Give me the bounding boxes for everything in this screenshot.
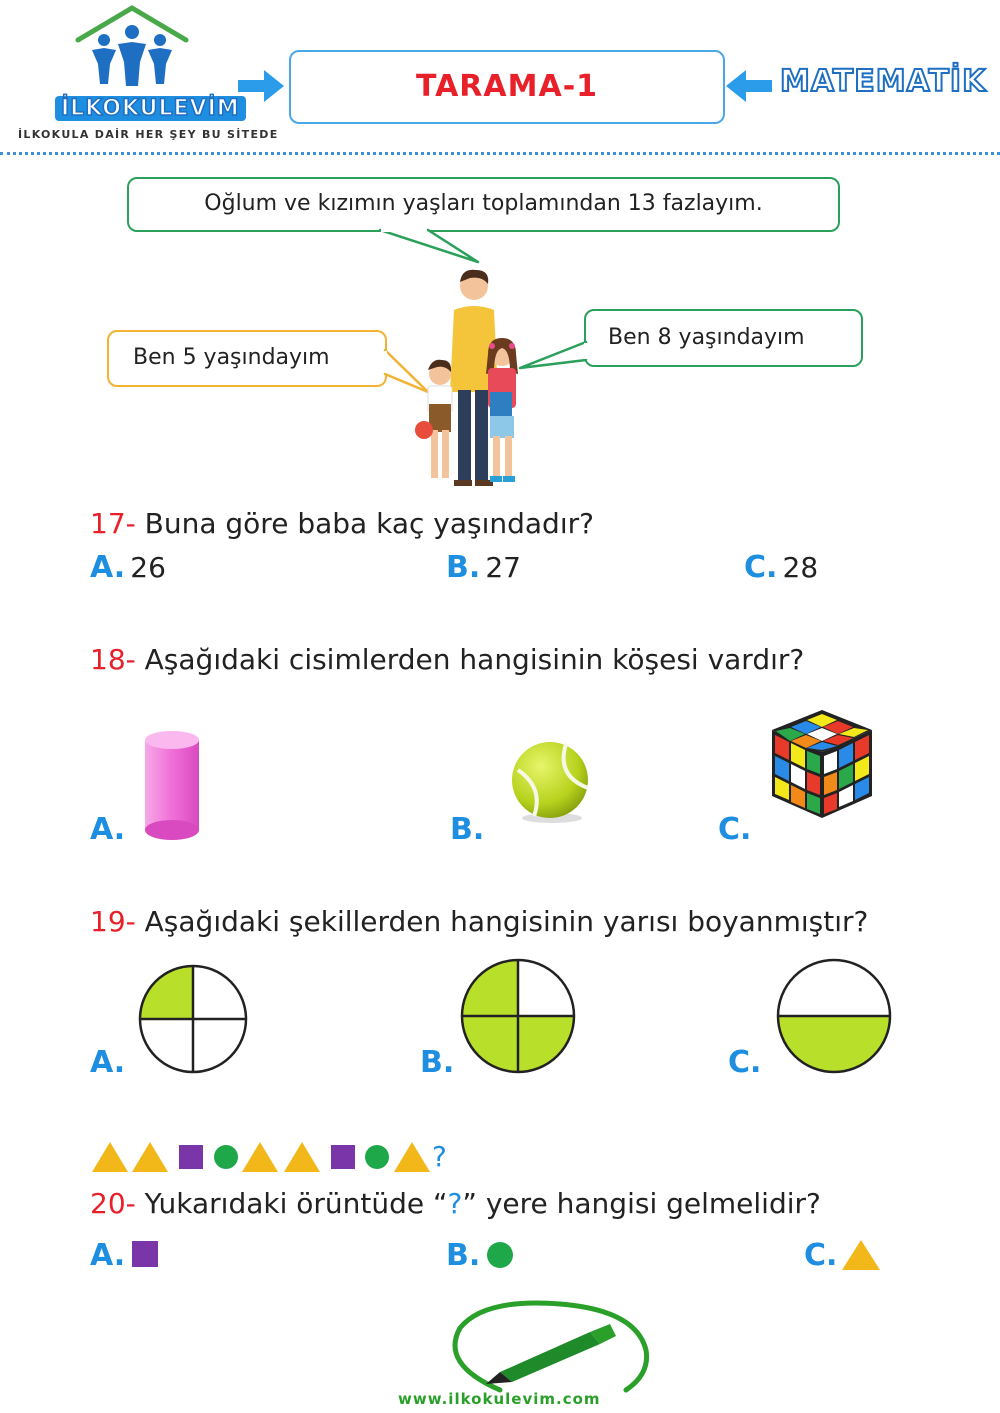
option-letter: A. <box>90 550 126 585</box>
son-speech-bubble: Ben 5 yaşındayım <box>107 330 387 387</box>
option-19-c-letter[interactable]: C. <box>728 1045 762 1080</box>
question-text: Buna göre baba kaç yaşındadır? <box>144 507 594 540</box>
option-letter: B. <box>446 550 481 585</box>
pattern-triangle <box>92 1142 128 1172</box>
option-letter: C. <box>744 550 778 585</box>
question-number: 18- <box>90 643 136 676</box>
family-illustration <box>410 262 530 490</box>
option-19-a-letter[interactable]: A. <box>90 1045 126 1080</box>
option-20-b-letter[interactable]: B. <box>446 1238 481 1273</box>
triangle-option-image[interactable] <box>842 1238 882 1272</box>
pattern-triangle <box>242 1142 278 1172</box>
pattern-question-mark: ? <box>432 1140 447 1173</box>
option-value: 26 <box>130 551 166 584</box>
question-number: 19- <box>90 905 136 938</box>
option-17-c[interactable] <box>744 550 818 585</box>
pattern-triangle <box>284 1142 320 1172</box>
question-text: Aşağıdaki şekillerden hangisinin yarısı boyanmıştır? <box>144 905 869 938</box>
pattern-triangle <box>132 1142 168 1172</box>
option-18-c-letter[interactable]: C. <box>718 812 752 847</box>
pattern-square <box>331 1145 355 1169</box>
daughter-speech-bubble: Ben 8 yaşındayım <box>584 309 863 367</box>
logo-name: İLKOKULEVİM <box>55 96 246 121</box>
page-title: TARAMA-1 <box>415 69 599 104</box>
subject-label: MATEMATİK <box>780 64 987 99</box>
question-20 <box>90 1187 821 1220</box>
option-19-b-letter[interactable]: B. <box>420 1045 455 1080</box>
pattern-square <box>179 1145 203 1169</box>
rubik-cube-image[interactable] <box>770 708 874 820</box>
pattern-circle <box>214 1145 238 1169</box>
circle-quarter-shaded-image[interactable] <box>138 964 248 1074</box>
option-value: 27 <box>485 551 521 584</box>
option-18-b-letter[interactable]: B. <box>450 812 485 847</box>
question-mark-highlight: ? <box>447 1187 463 1220</box>
father-speech-bubble: Oğlum ve kızımın yaşları toplamından 13 fazlayım. <box>127 177 840 232</box>
option-18-a-letter[interactable]: A. <box>90 812 126 847</box>
tennis-ball-image[interactable] <box>508 740 592 824</box>
shape-pattern <box>92 1140 432 1174</box>
question-number: 20- <box>90 1187 136 1220</box>
question-number: 17- <box>90 507 136 540</box>
option-17-b[interactable] <box>446 550 521 585</box>
logo-tagline: İLKOKULA DAİR HER ŞEY BU SİTEDE <box>18 128 279 141</box>
option-17-a[interactable] <box>90 550 166 585</box>
pen-logo-icon <box>440 1298 660 1394</box>
question-17 <box>90 507 594 540</box>
option-value: 28 <box>782 551 819 584</box>
pattern-triangle <box>394 1142 430 1172</box>
circle-option-image[interactable] <box>486 1241 514 1269</box>
question-19 <box>90 905 868 938</box>
circle-three-quarters-shaded-image[interactable] <box>460 958 576 1074</box>
circle-half-shaded-image[interactable] <box>776 958 892 1074</box>
question-text-after: ” yere hangisi gelmelidir? <box>462 1187 821 1220</box>
option-20-a-letter[interactable]: A. <box>90 1238 126 1273</box>
question-text-before: Yukarıdaki örüntüde “ <box>144 1187 448 1220</box>
option-20-c-letter[interactable]: C. <box>804 1238 838 1273</box>
cylinder-image[interactable] <box>142 730 202 842</box>
square-option-image[interactable] <box>132 1241 158 1267</box>
question-text: Aşağıdaki cisimlerden hangisinin köşesi vardır? <box>144 643 805 676</box>
website-url[interactable]: www.ilkokulevim.com <box>398 1390 601 1408</box>
question-18 <box>90 643 804 676</box>
pattern-circle <box>365 1145 389 1169</box>
